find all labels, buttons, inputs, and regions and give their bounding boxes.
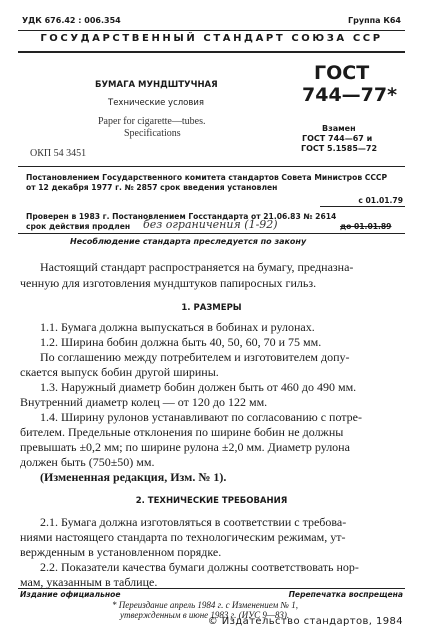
title-ru: БУМАГА МУНДШТУЧНАЯ — [95, 80, 218, 90]
section-1-line: 1.2. Ширина бобин должна быть 40, 50, 60, 70 и 75 мм. — [40, 335, 322, 349]
gost-label: ГОСТ — [314, 62, 370, 84]
section-2-line: ниями настоящего стандарта по технологическим режимам, ут- — [20, 530, 346, 544]
header-rule-bottom — [18, 51, 405, 53]
replaces-gost-1: ГОСТ 744—67 и — [302, 134, 373, 143]
group-code: Группа К64 — [348, 16, 401, 25]
section-1-line: скается выпуск бобин другой ширины. — [20, 365, 219, 379]
intro-line-1: Настоящий стандарт распространяется на бумагу, предназна- — [40, 260, 354, 274]
reprint-prohibited: Перепечатка воспрещена — [288, 590, 403, 599]
section-1-line: бителем. Предельные отклонения по ширине бобин не должны — [20, 425, 344, 439]
penalty-notice: Несоблюдение стандарта преследуется по закону — [70, 237, 307, 246]
struck-expiry-date: до 01.01.89 — [340, 222, 392, 231]
decree-line-2: от 12 декабря 1977 г. № 2857 срок введения установлен — [26, 183, 278, 192]
intro-line-2: ченную для изготовления мундштуков папиросных гильз. — [20, 276, 317, 290]
title-en: Paper for cigarette—tubes. — [98, 116, 206, 127]
section-1-line: 1.4. Ширину рулонов устанавливают по согласованию с потре- — [40, 410, 363, 424]
state-standard-banner: ГОСУДАРСТВЕННЫЙ СТАНДАРТ СОЮЗА ССР — [40, 33, 383, 44]
subtitle-ru: Технические условия — [108, 98, 205, 108]
check-line-1: Проверен в 1983 г. Постановлением Госстандарта от 21.06.83 № 2614 — [26, 212, 337, 221]
section-2-line: 2.1. Бумага должна изготовляться в соответствии с требова- — [40, 515, 347, 529]
okp-code: ОКП 54 3451 — [30, 148, 87, 159]
decree-rule — [18, 166, 405, 167]
header-rule-top — [18, 30, 405, 31]
section-1-line: 1.1. Бумага должна выпускаться в бобинах и рулонах. — [40, 320, 315, 334]
official-edition: Издание официальное — [20, 590, 121, 599]
section-2-line: мам, указанным в таблице. — [20, 575, 158, 589]
copyright: © Издательство стандартов, 1984 — [207, 616, 403, 627]
replaces-gost-2: ГОСТ 5.1585—72 — [301, 144, 378, 153]
section-1-heading: 1. РАЗМЕРЫ — [181, 303, 242, 313]
decree-line-1: Постановлением Государственного комитета стандартов Совета Министров СССР — [26, 173, 388, 182]
amendment-note: (Измененная редакция, Изм. № 1). — [40, 470, 227, 484]
section-1-line: должен быть (750±50) мм. — [20, 455, 155, 469]
handwritten-extension: без ограничения (1-92) — [143, 218, 278, 231]
subtitle-en: Specifications — [124, 128, 181, 139]
udk-code: УДК 676.42 : 006.354 — [22, 16, 121, 25]
replaces-label: Взамен — [322, 124, 356, 133]
reprint-note-2: утвержденным в июне 1983 г. (ИУС 9—83). — [120, 610, 290, 620]
section-1-line: По соглашению между потребителем и изготовителем допу- — [40, 350, 350, 364]
reprint-note-1: * Переиздание апрель 1984 г. с Изменением № 1, — [112, 600, 299, 610]
section-1-line: 1.3. Наружный диаметр бобин должен быть от 460 до 490 мм. — [40, 380, 357, 394]
decree-date-rule — [320, 206, 405, 207]
gost-number: 744—77* — [302, 84, 398, 106]
section-2-line: 2.2. Показатели качества бумаги должны соответствовать нор- — [40, 560, 359, 574]
check-line-2: срок действия продлен — [26, 222, 131, 231]
section-1-line: превышать ±0,2 мм; по ширине рулона ±2,0 мм. Диаметр рулона — [20, 440, 350, 454]
section-2-heading: 2. ТЕХНИЧЕСКИЕ ТРЕБОВАНИЯ — [135, 496, 288, 506]
section-1-line: Внутренний диаметр колец — от 120 до 122 мм. — [20, 395, 268, 409]
section-2-line: вержденным в установленном порядке. — [20, 545, 222, 559]
decree-date: с 01.01.79 — [358, 196, 403, 205]
footer-rule — [18, 588, 405, 589]
check-rule — [18, 233, 405, 234]
